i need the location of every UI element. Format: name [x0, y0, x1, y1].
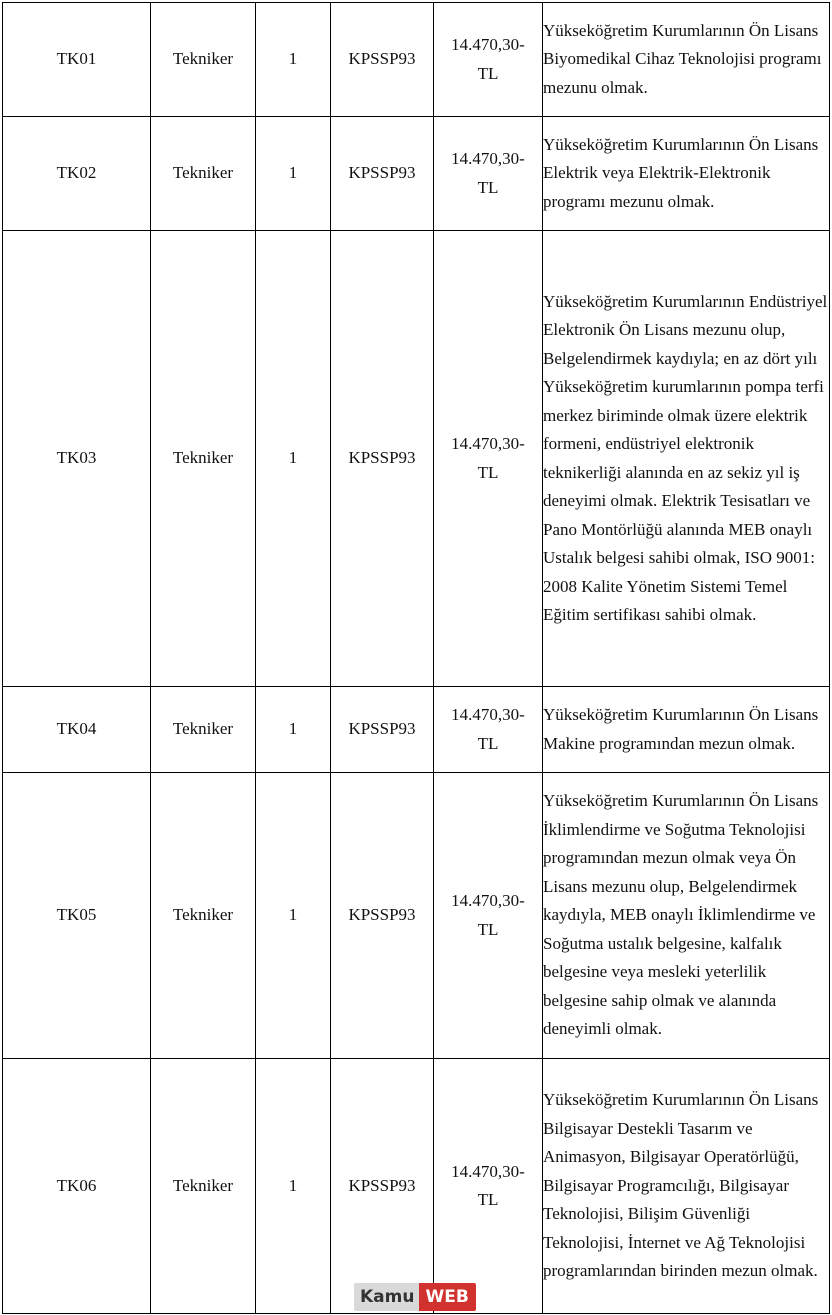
- requirement-text: Yükseköğretim Kurumlarının Ön Lisans Elektrik veya Elektrik-Elektronik programı mezunu olmak.: [543, 117, 830, 231]
- position-title: Tekniker: [151, 117, 256, 231]
- position-code: TK01: [3, 3, 151, 117]
- watermark-kamu: Kamu: [354, 1283, 419, 1311]
- position-count: 1: [256, 1059, 331, 1314]
- score-type: KPSSP93: [331, 3, 434, 117]
- position-code: TK02: [3, 117, 151, 231]
- salary-amount: 14.470,30-: [451, 891, 525, 910]
- score-type: KPSSP93: [331, 1059, 434, 1314]
- salary-amount: 14.470,30-: [451, 35, 525, 54]
- salary-cell: [434, 117, 543, 231]
- position-title: Tekniker: [151, 773, 256, 1059]
- salary-cell: [434, 687, 543, 773]
- salary-unit: TL: [477, 63, 499, 83]
- position-title: Tekniker: [151, 231, 256, 687]
- salary-unit: TL: [477, 177, 499, 197]
- position-title: Tekniker: [151, 3, 256, 117]
- salary-unit: TL: [477, 919, 499, 939]
- requirement-text: Yükseköğretim Kurumlarının Ön Lisans Bilgisayar Destekli Tasarım ve Animasyon, Bilgisayar Operatörlüğü, Bilgisayar Programcılığı, Bilgisayar Teknolojisi, Bilişim Güvenliği Teknolojisi, İnternet ve Ağ Teknolojisi programlarından birinden mezun olmak.: [543, 1059, 830, 1314]
- table-row: [3, 1059, 830, 1314]
- position-count: 1: [256, 687, 331, 773]
- salary-cell: [434, 773, 543, 1059]
- salary-amount: 14.470,30-: [451, 149, 525, 168]
- position-code: TK06: [3, 1059, 151, 1314]
- positions-table: [2, 2, 830, 1314]
- table-row: [3, 773, 830, 1059]
- salary-cell: [434, 3, 543, 117]
- position-count: 1: [256, 3, 331, 117]
- score-type: KPSSP93: [331, 117, 434, 231]
- salary-unit: TL: [477, 462, 499, 482]
- table-row: [3, 117, 830, 231]
- requirement-text: Yükseköğretim Kurumlarının Ön Lisans Makine programından mezun olmak.: [543, 687, 830, 773]
- salary-amount: 14.470,30-: [451, 434, 525, 453]
- salary-amount: 14.470,30-: [451, 1161, 525, 1181]
- position-title: Tekniker: [151, 1059, 256, 1314]
- position-code: TK04: [3, 687, 151, 773]
- watermark-logo: [354, 1283, 476, 1311]
- score-type: KPSSP93: [331, 231, 434, 687]
- watermark-web: WEB: [419, 1283, 475, 1311]
- position-code: TK05: [3, 773, 151, 1059]
- requirement-text: Yükseköğretim Kurumlarının Endüstriyel Elektronik Ön Lisans mezunu olup, Belgelendirmek kaydıyla; en az dört yılı Yükseköğretim kurumlarının pompa terfi merkez biriminde olmak üzere elektrik formeni, endüstriyel elektronik teknikerliği alanında en az sekiz yıl iş deneyimi olmak. Elektrik Tesisatları ve Pano Montörlüğü alanında MEB onaylı Ustalık belgesi sahibi olmak, ISO 9001: 2008 Kalite Yönetim Sistemi Temel Eğitim sertifikası sahibi olmak.: [543, 231, 830, 687]
- score-type: KPSSP93: [331, 773, 434, 1059]
- table-row: [3, 3, 830, 117]
- salary-amount: 14.470,30-: [451, 705, 525, 724]
- salary-cell: [434, 1059, 543, 1314]
- salary-unit: TL: [477, 1190, 499, 1209]
- position-count: 1: [256, 773, 331, 1059]
- table-row: [3, 687, 830, 773]
- position-count: 1: [256, 117, 331, 231]
- table-row: [3, 231, 830, 687]
- position-title: Tekniker: [151, 687, 256, 773]
- requirement-text: Yükseköğretim Kurumlarının Ön Lisans Biyomedikal Cihaz Teknolojisi programı mezunu olmak.: [543, 3, 830, 117]
- salary-unit: TL: [477, 733, 499, 753]
- position-count: 1: [256, 231, 331, 687]
- score-type: KPSSP93: [331, 687, 434, 773]
- position-code: TK03: [3, 231, 151, 687]
- requirement-text: Yükseköğretim Kurumlarının Ön Lisans İklimlendirme ve Soğutma Teknolojisi programından mezun olmak veya Ön Lisans mezunu olup, Belgelendirmek kaydıyla, MEB onaylı İklimlendirme ve Soğutma ustalık belgesine, kalfalık belgesine veya mesleki yeterlilik belgesine sahip olmak ve alanında deneyimli olmak.: [543, 773, 830, 1059]
- salary-cell: [434, 231, 543, 687]
